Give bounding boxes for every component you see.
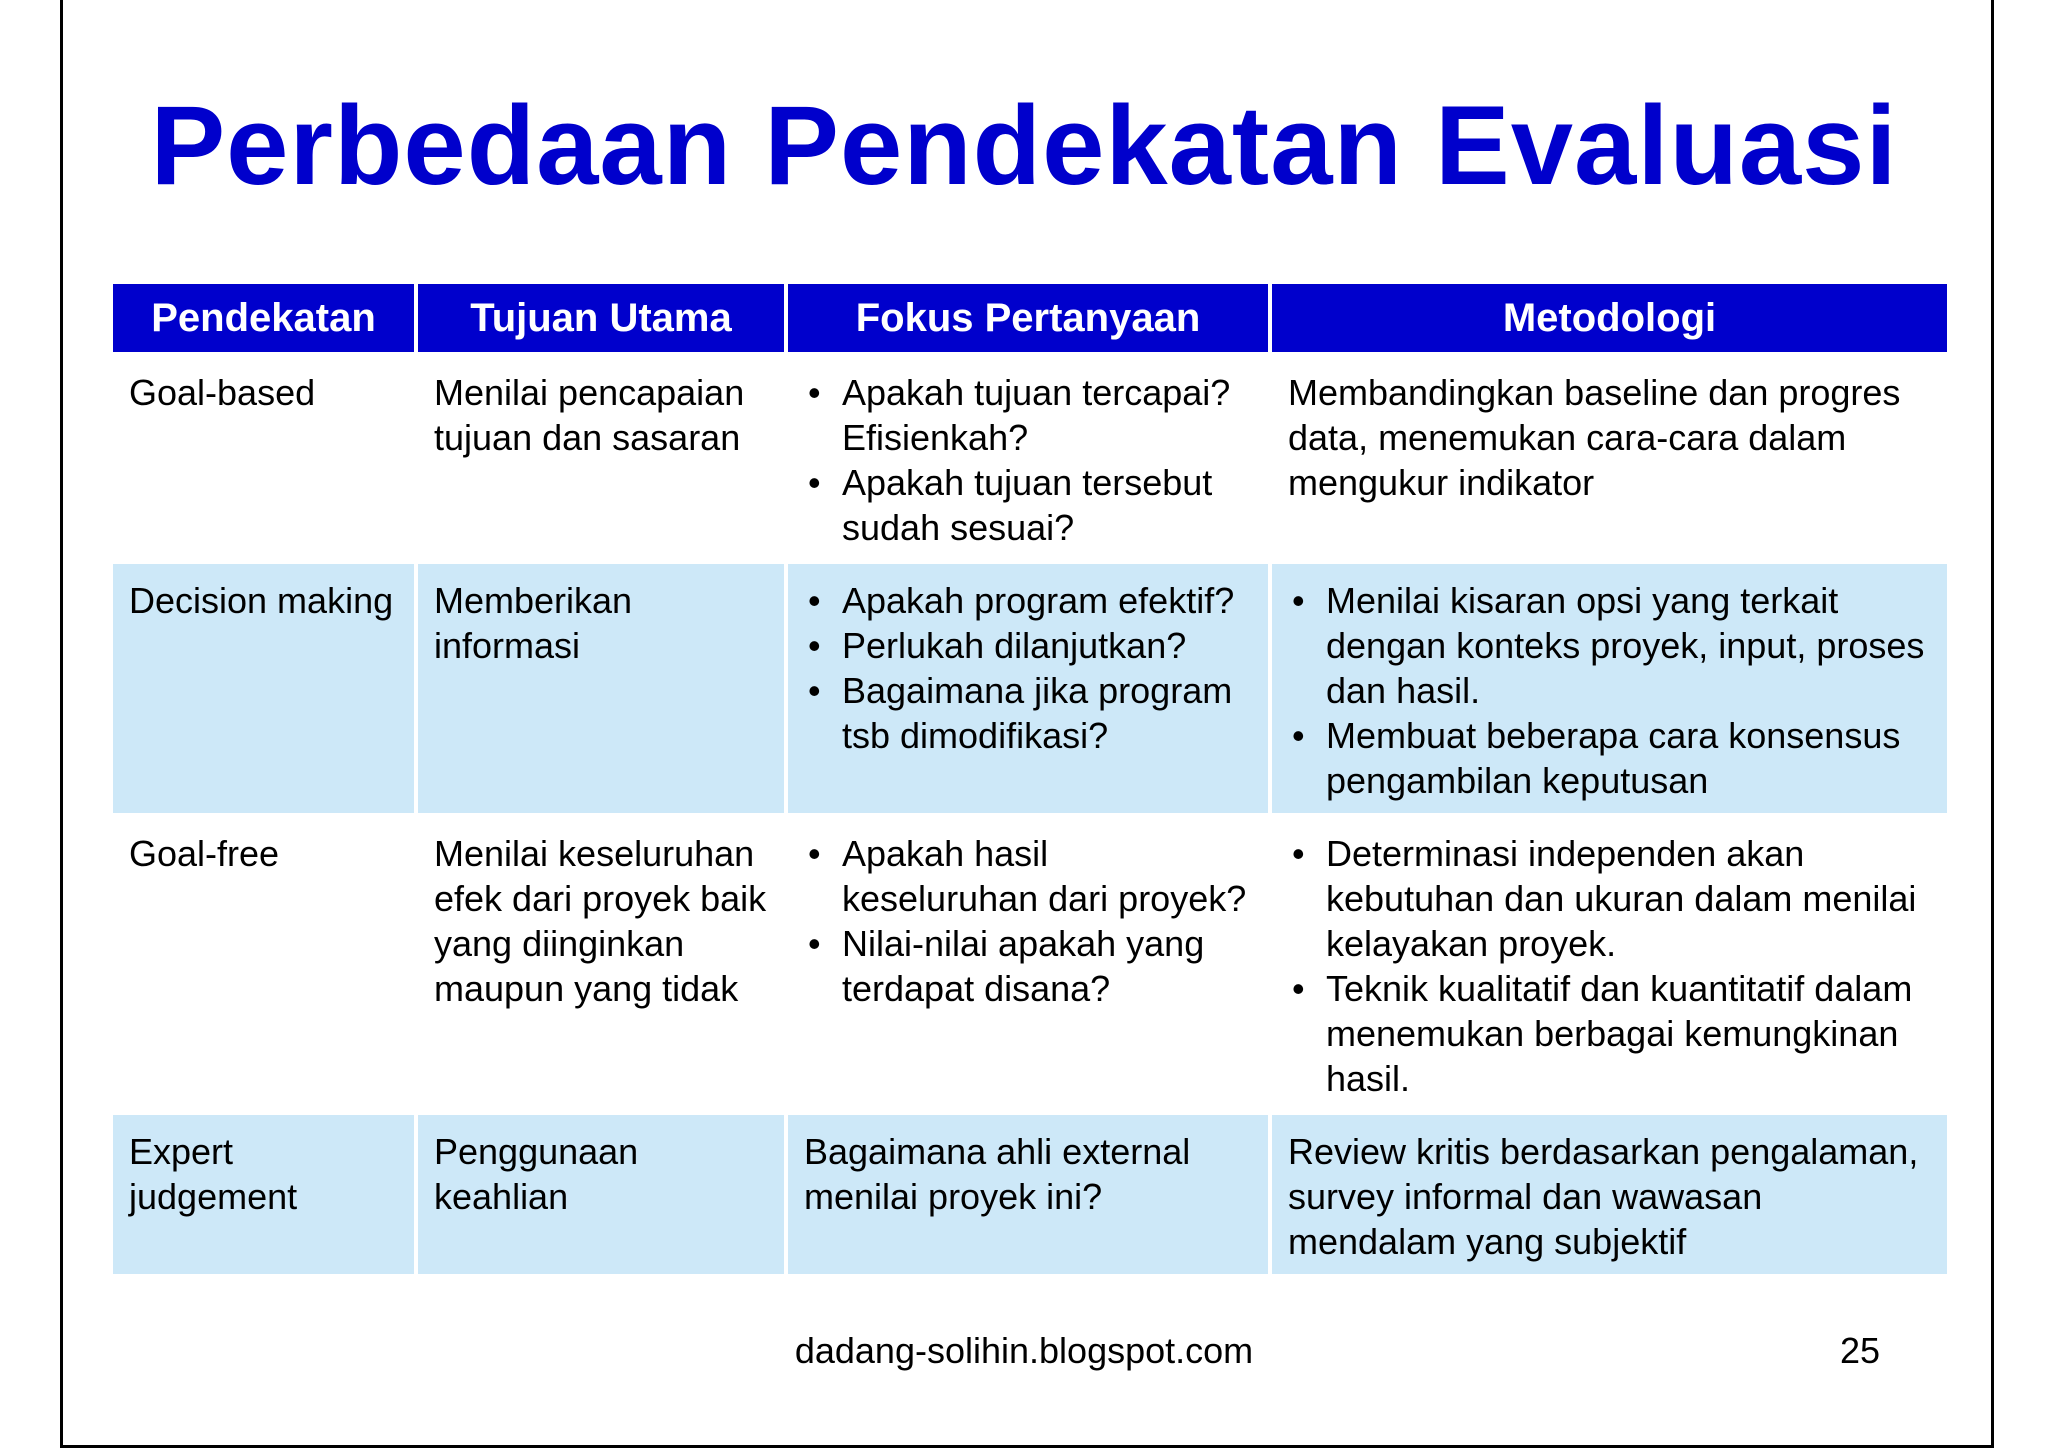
list-item: • Perlukah dilanjutkan? xyxy=(804,623,1252,668)
cell-pendekatan xyxy=(111,815,416,1113)
header-pendekatan: Pendekatan xyxy=(111,282,416,354)
cell-pendekatan-text: Expert judgement xyxy=(129,1131,298,1217)
evaluation-table xyxy=(109,280,1951,1278)
cell-metodologi xyxy=(1270,562,1949,815)
cell-metodologi xyxy=(1270,1113,1949,1276)
table-row xyxy=(111,562,1949,815)
cell-tujuan-utama xyxy=(416,562,786,815)
cell-fokus-pertanyaan xyxy=(786,1113,1270,1276)
cell-tujuan-utama-text: Menilai keseluruhan efek dari proyek baik yang diinginkan maupun yang tidak xyxy=(434,833,767,1009)
cell-tujuan-utama-text: Penggunaan keahlian xyxy=(434,1131,639,1217)
cell-tujuan-utama xyxy=(416,354,786,562)
page-number: 25 xyxy=(1839,1330,1880,1371)
cell-pendekatan xyxy=(111,354,416,562)
cell-metodologi-list xyxy=(1288,831,1931,1101)
cell-pendekatan xyxy=(111,1113,416,1276)
cell-metodologi-text: Review kritis berdasarkan pengalaman, survey informal dan wawasan mendalam yang subjektif xyxy=(1288,1131,1919,1262)
list-item: • Teknik kualitatif dan kuantitatif dalam menemukan berbagai kemungkinan hasil. xyxy=(1288,966,1931,1101)
table-row xyxy=(111,354,1949,562)
cell-fokus-pertanyaan xyxy=(786,354,1270,562)
cell-fokus-pertanyaan xyxy=(786,815,1270,1113)
table-row xyxy=(111,1113,1949,1276)
list-item: • Membuat beberapa cara konsensus pengambilan keputusan xyxy=(1288,713,1931,803)
cell-fokus-pertanyaan-list xyxy=(804,831,1252,1011)
cell-fokus-pertanyaan xyxy=(786,562,1270,815)
list-item: • Bagaimana jika program tsb dimodifikasi? xyxy=(804,668,1252,758)
cell-tujuan-utama xyxy=(416,1113,786,1276)
list-item: • Menilai kisaran opsi yang terkait dengan konteks proyek, input, proses dan hasil. xyxy=(1288,578,1931,713)
cell-pendekatan-text: Goal-free xyxy=(129,833,280,874)
header-tujuan-utama: Tujuan Utama xyxy=(416,282,786,354)
table-header-row xyxy=(111,282,1949,354)
cell-pendekatan-text: Decision making xyxy=(129,580,394,621)
cell-tujuan-utama-text: Menilai pencapaian tujuan dan sasaran xyxy=(434,372,745,458)
cell-pendekatan-text: Goal-based xyxy=(129,372,316,413)
cell-fokus-pertanyaan-list xyxy=(804,578,1252,758)
cell-metodologi-text: Membandingkan baseline dan progres data, menemukan cara-cara dalam mengukur indikator xyxy=(1288,372,1901,503)
cell-metodologi xyxy=(1270,815,1949,1113)
cell-pendekatan xyxy=(111,562,416,815)
list-item: • Apakah program efektif? xyxy=(804,578,1252,623)
cell-fokus-pertanyaan-list xyxy=(804,370,1252,550)
list-item: • Nilai-nilai apakah yang terdapat disana? xyxy=(804,921,1252,1011)
list-item: • Determinasi independen akan kebutuhan dan ukuran dalam menilai kelayakan proyek. xyxy=(1288,831,1931,966)
list-item: • Apakah hasil keseluruhan dari proyek? xyxy=(804,831,1252,921)
header-metodologi: Metodologi xyxy=(1270,282,1949,354)
cell-tujuan-utama xyxy=(416,815,786,1113)
cell-fokus-pertanyaan-text: Bagaimana ahli external menilai proyek ini? xyxy=(804,1131,1191,1217)
cell-tujuan-utama-text: Memberikan informasi xyxy=(434,580,633,666)
list-item: • Apakah tujuan tersebut sudah sesuai? xyxy=(804,460,1252,550)
table-row xyxy=(111,815,1949,1113)
footer-url: dadang-solihin.blogspot.com xyxy=(794,1330,1254,1371)
header-fokus-pertanyaan: Fokus Pertanyaan xyxy=(786,282,1270,354)
cell-metodologi-list xyxy=(1288,578,1931,803)
cell-metodologi xyxy=(1270,354,1949,562)
list-item: • Apakah tujuan tercapai? Efisienkah? xyxy=(804,370,1252,460)
page-title: Perbedaan Pendekatan Evaluasi xyxy=(150,83,1898,208)
